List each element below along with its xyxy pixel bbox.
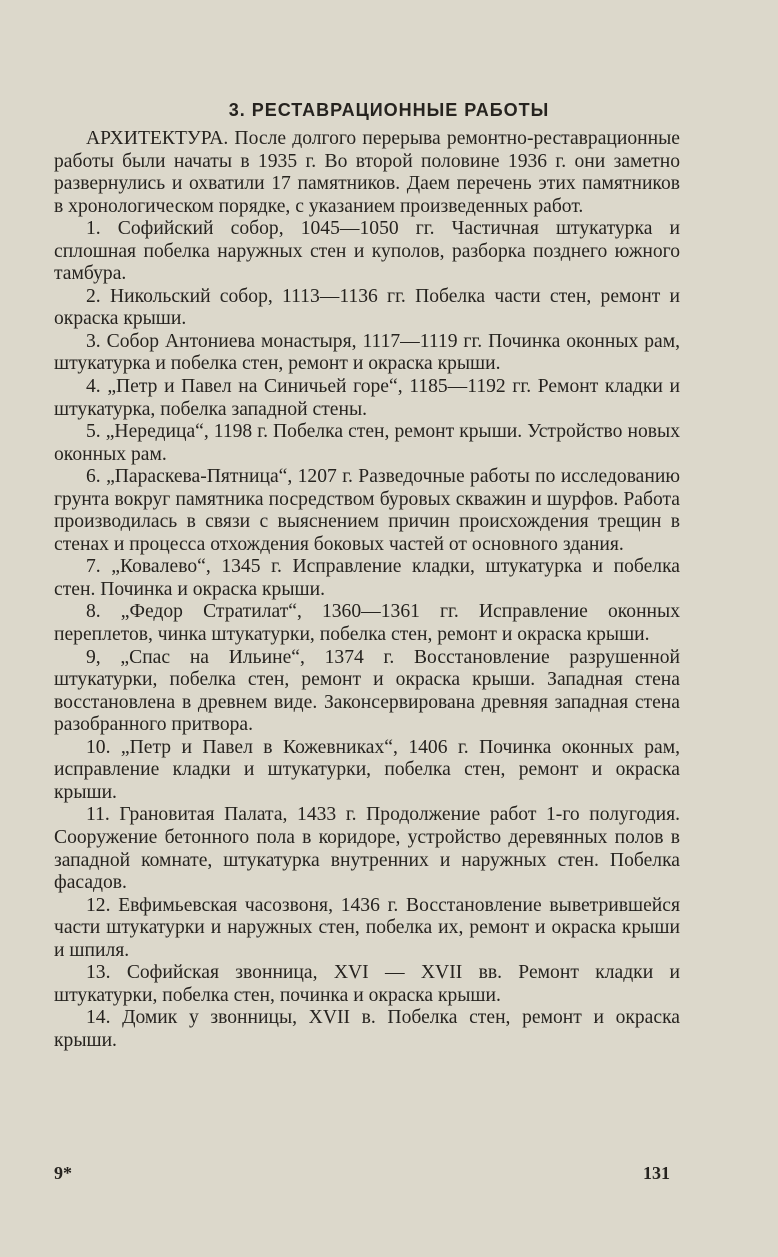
text-body xyxy=(54,128,680,1052)
signature-mark: 9* xyxy=(54,1163,72,1183)
list-item: 10. „Петр и Павел в Кожевниках“, 1406 г. Починка оконных рам, исправление кладки и штукатурки, побелка стен, ремонт и окраска крыши. xyxy=(54,736,680,803)
list-item: 12. Евфимьевская часозвоня, 1436 г. Восстановление выветрившейся части штукатурки и наружных стен, побелка их, ремонт и окраска крыши и шпиля. xyxy=(54,894,680,961)
list-item: 5. „Нередица“, 1198 г. Побелка стен, ремонт крыши. Устройство новых оконных рам. xyxy=(54,421,680,465)
list-item: 6. „Параскева-Пятница“, 1207 г. Разведочные работы по исследованию грунта вокруг памятника посредством буровых скважин и шурфов. Работа производилась в связи с выяснением причин происхождения трещин в стенах и процесса отхождения боковых частей от основного здания. xyxy=(54,466,680,555)
list-item: 7. „Ковалево“, 1345 г. Исправление кладки, штукатурка и побелка стен. Починка и окраска крыши. xyxy=(54,556,680,600)
paragraph-intro: АРХИТЕКТУРА. После долгого перерыва ремонтно-реставрационные работы были начаты в 1935 г. Во второй половине 1936 г. они заметно развернулись и охватили 17 памятников. Даем перечень этих памятников в хронологическом порядке, с указанием произведенных работ. xyxy=(54,128,680,217)
section-heading: 3. РЕСТАВРАЦИОННЫЕ РАБОТЫ xyxy=(228,100,550,120)
list-item: 1. Софийский собор, 1045—1050 гг. Частичная штукатурка и сплошная побелка наружных стен и куполов, разборка позднего южного тамбура. xyxy=(54,218,680,285)
list-item: 4. „Петр и Павел на Синичьей горе“, 1185—1192 гг. Ремонт кладки и штукатурка, побелка западной стены. xyxy=(54,376,680,420)
list-item: 14. Домик у звонницы, XVII в. Побелка стен, ремонт и окраска крыши. xyxy=(54,1007,680,1051)
list-item: 8. „Федор Стратилат“, 1360—1361 гг. Исправление оконных переплетов, чинка штукатурки, побелка стен, ремонт и окраска крыши. xyxy=(54,601,680,646)
list-item: 11. Грановитая Палата, 1433 г. Продолжение работ 1-го полугодия. Сооружение бетонного пола в коридоре, устройство деревянных полов в западной комнате, штукатурка внутренних и наружных стен. Побелка фасадов. xyxy=(54,804,680,894)
page-number: 131 xyxy=(643,1163,670,1183)
list-item: 3. Собор Антониева монастыря, 1117—1119 гг. Починка оконных рам, штукатурка и побелка стен, ремонт и окраска крыши. xyxy=(54,330,680,375)
list-item: 9, „Спас на Ильине“, 1374 г. Восстановление разрушенной штукатурки, побелка стен, ремонт и окраска крыши. Западная стена восстановлена в древнем виде. Законсервирована древняя западная стена разобранного притвора. xyxy=(54,646,680,736)
list-item: 2. Никольский собор, 1113—1136 гг. Побелка части стен, ремонт и окраска крыши. xyxy=(54,285,680,330)
list-item: 13. Софийская звонница, XVI — XVII вв. Ремонт кладки и штукатурки, побелка стен, починка и окраска крыши. xyxy=(54,962,680,1006)
